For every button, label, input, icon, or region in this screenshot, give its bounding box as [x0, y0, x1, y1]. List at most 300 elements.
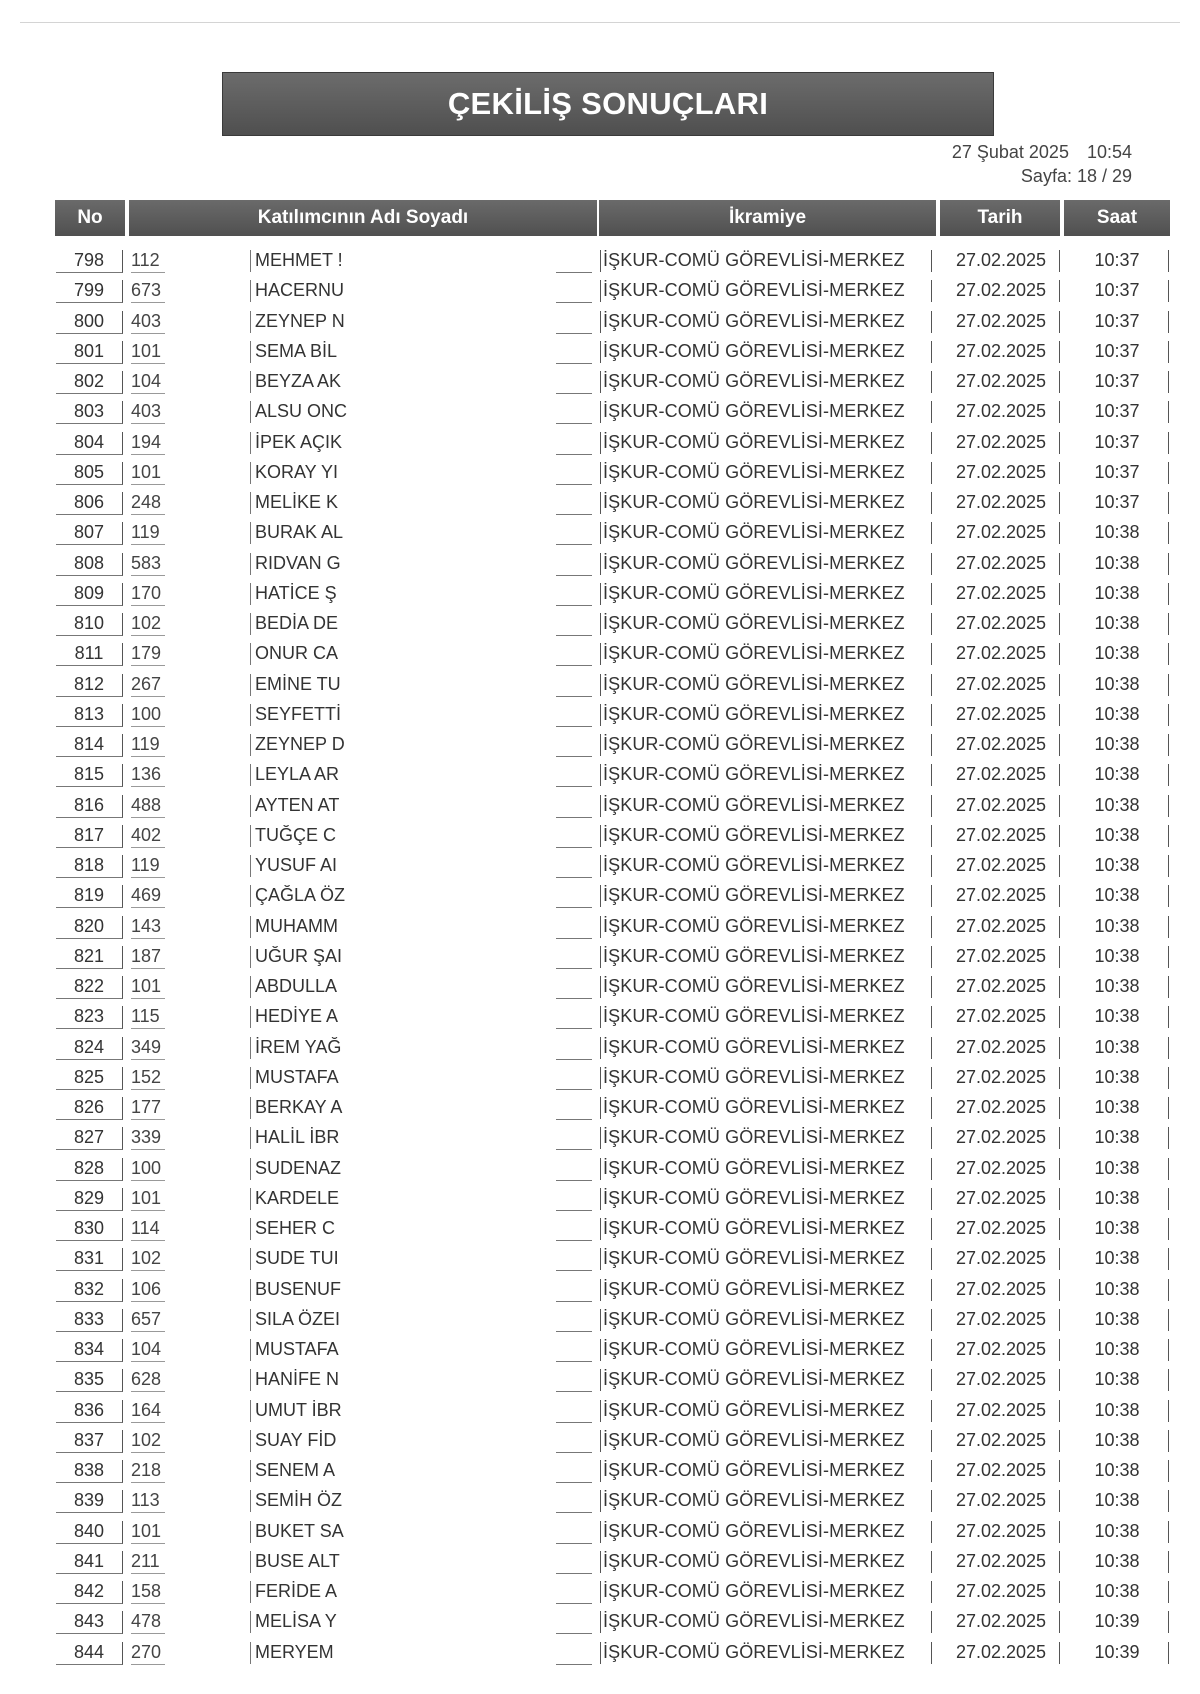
table-row [0, 849, 1200, 879]
participant-id: 349 [131, 1037, 165, 1060]
draw-date: 27.02.2025 [943, 643, 1060, 665]
prize-name: İŞKUR-COMÜ GÖREVLİSİ-MERKEZ [600, 1097, 932, 1119]
prize-name: İŞKUR-COMÜ GÖREVLİSİ-MERKEZ [600, 1642, 932, 1664]
draw-time: 10:37 [1066, 371, 1169, 393]
participant-name: SEHER C [250, 1218, 349, 1240]
prize-name: İŞKUR-COMÜ GÖREVLİSİ-MERKEZ [600, 1037, 932, 1059]
cell-divider [556, 341, 592, 364]
prize-name: İŞKUR-COMÜ GÖREVLİSİ-MERKEZ [600, 1490, 932, 1512]
cell-divider [556, 1006, 592, 1029]
draw-date: 27.02.2025 [943, 1521, 1060, 1543]
table-row [0, 607, 1200, 637]
draw-date: 27.02.2025 [943, 734, 1060, 756]
table-row [0, 637, 1200, 667]
prize-name: İŞKUR-COMÜ GÖREVLİSİ-MERKEZ [600, 371, 932, 393]
draw-date: 27.02.2025 [943, 1127, 1060, 1149]
prize-name: İŞKUR-COMÜ GÖREVLİSİ-MERKEZ [600, 1400, 932, 1422]
participant-name: ZEYNEP N [250, 311, 349, 333]
participant-id: 101 [131, 1521, 165, 1544]
cell-divider [556, 553, 592, 576]
prize-name: İŞKUR-COMÜ GÖREVLİSİ-MERKEZ [600, 1188, 932, 1210]
participant-id: 106 [131, 1279, 165, 1302]
draw-time: 10:37 [1066, 432, 1169, 454]
prize-name: İŞKUR-COMÜ GÖREVLİSİ-MERKEZ [600, 250, 932, 272]
cell-divider [556, 1430, 592, 1453]
cell-divider [556, 1611, 592, 1634]
table-row [0, 1394, 1200, 1424]
participant-id: 218 [131, 1460, 165, 1483]
table-row [0, 789, 1200, 819]
row-number: 818 [56, 855, 123, 878]
cell-divider [556, 280, 592, 303]
draw-time: 10:38 [1066, 1067, 1169, 1089]
row-number: 822 [56, 976, 123, 999]
prize-name: İŞKUR-COMÜ GÖREVLİSİ-MERKEZ [600, 1218, 932, 1240]
table-row [0, 577, 1200, 607]
row-number: 834 [56, 1339, 123, 1362]
table-row [0, 395, 1200, 425]
prize-name: İŞKUR-COMÜ GÖREVLİSİ-MERKEZ [600, 674, 932, 696]
participant-id: 100 [131, 1158, 165, 1181]
cell-divider [556, 401, 592, 424]
participant-id: 115 [131, 1006, 165, 1029]
prize-name: İŞKUR-COMÜ GÖREVLİSİ-MERKEZ [600, 432, 932, 454]
draw-date: 27.02.2025 [943, 280, 1060, 302]
draw-date: 27.02.2025 [943, 674, 1060, 696]
draw-time: 10:38 [1066, 1127, 1169, 1149]
cell-divider [556, 855, 592, 878]
draw-time: 10:38 [1066, 1369, 1169, 1391]
draw-time: 10:38 [1066, 916, 1169, 938]
draw-date: 27.02.2025 [943, 1067, 1060, 1089]
draw-time: 10:37 [1066, 280, 1169, 302]
participant-id: 194 [131, 432, 165, 455]
page-title: ÇEKİLİŞ SONUÇLARI [222, 72, 994, 136]
participant-id: 101 [131, 1188, 165, 1211]
prize-name: İŞKUR-COMÜ GÖREVLİSİ-MERKEZ [600, 643, 932, 665]
row-number: 805 [56, 462, 123, 485]
participant-name: SUDENAZ [250, 1158, 349, 1180]
participant-name: İREM YAĞ [250, 1037, 349, 1059]
row-number: 798 [56, 250, 123, 273]
table-row [0, 668, 1200, 698]
participant-id: 267 [131, 674, 165, 697]
prize-name: İŞKUR-COMÜ GÖREVLİSİ-MERKEZ [600, 885, 932, 907]
prize-name: İŞKUR-COMÜ GÖREVLİSİ-MERKEZ [600, 1369, 932, 1391]
participant-id: 158 [131, 1581, 165, 1604]
cell-divider [556, 1521, 592, 1544]
prize-name: İŞKUR-COMÜ GÖREVLİSİ-MERKEZ [600, 976, 932, 998]
participant-name: MELİSA Y [250, 1611, 349, 1633]
cell-divider [556, 583, 592, 606]
table-row [0, 335, 1200, 365]
cell-divider [556, 1158, 592, 1181]
participant-id: 102 [131, 1430, 165, 1453]
participant-name: LEYLA AR [250, 764, 349, 786]
draw-time: 10:38 [1066, 1490, 1169, 1512]
prize-name: İŞKUR-COMÜ GÖREVLİSİ-MERKEZ [600, 916, 932, 938]
row-number: 833 [56, 1309, 123, 1332]
participant-id: 102 [131, 613, 165, 636]
row-number: 828 [56, 1158, 123, 1181]
page-number: Sayfa: 18 / 29 [1020, 166, 1132, 186]
participant-id: 339 [131, 1127, 165, 1150]
row-number: 819 [56, 885, 123, 908]
participant-name: RIDVAN G [250, 553, 349, 575]
prize-name: İŞKUR-COMÜ GÖREVLİSİ-MERKEZ [600, 1611, 932, 1633]
participant-id: 657 [131, 1309, 165, 1332]
participant-id: 628 [131, 1369, 165, 1392]
prize-name: İŞKUR-COMÜ GÖREVLİSİ-MERKEZ [600, 1309, 932, 1331]
row-number: 823 [56, 1006, 123, 1029]
participant-name: HANİFE N [250, 1369, 349, 1391]
participant-name: SEYFETTİ [250, 704, 349, 726]
row-number: 821 [56, 946, 123, 969]
cell-divider [556, 522, 592, 545]
draw-date: 27.02.2025 [943, 976, 1060, 998]
table-row [0, 547, 1200, 577]
participant-id: 270 [131, 1642, 165, 1665]
table-row [0, 1242, 1200, 1272]
draw-time: 10:38 [1066, 1279, 1169, 1301]
table-row [0, 970, 1200, 1000]
row-number: 842 [56, 1581, 123, 1604]
prize-name: İŞKUR-COMÜ GÖREVLİSİ-MERKEZ [600, 401, 932, 423]
draw-time: 10:38 [1066, 1188, 1169, 1210]
draw-time: 10:38 [1066, 1037, 1169, 1059]
cell-divider [556, 1551, 592, 1574]
row-number: 820 [56, 916, 123, 939]
prize-name: İŞKUR-COMÜ GÖREVLİSİ-MERKEZ [600, 613, 932, 635]
participant-id: 104 [131, 371, 165, 394]
cell-divider [556, 1248, 592, 1271]
table-row [0, 758, 1200, 788]
table-row [0, 910, 1200, 940]
row-number: 839 [56, 1490, 123, 1513]
participant-name: MELİKE K [250, 492, 349, 514]
table-row [0, 1454, 1200, 1484]
report-meta [952, 140, 1132, 188]
participant-name: SUDE TUI [250, 1248, 349, 1270]
prize-name: İŞKUR-COMÜ GÖREVLİSİ-MERKEZ [600, 825, 932, 847]
draw-time: 10:37 [1066, 401, 1169, 423]
cell-divider [556, 1309, 592, 1332]
report-date: 27 Şubat 2025 [951, 142, 1069, 162]
draw-time: 10:38 [1066, 1521, 1169, 1543]
table-row [0, 698, 1200, 728]
draw-date: 27.02.2025 [943, 946, 1060, 968]
participant-id: 119 [131, 734, 165, 757]
cell-divider [556, 946, 592, 969]
row-number: 843 [56, 1611, 123, 1634]
table-row [0, 1061, 1200, 1091]
table-row [0, 1273, 1200, 1303]
row-number: 812 [56, 674, 123, 697]
draw-time: 10:39 [1066, 1642, 1169, 1664]
draw-time: 10:38 [1066, 1309, 1169, 1331]
draw-time: 10:38 [1066, 825, 1169, 847]
draw-date: 27.02.2025 [943, 553, 1060, 575]
draw-date: 27.02.2025 [943, 1097, 1060, 1119]
draw-time: 10:39 [1066, 1611, 1169, 1633]
cell-divider [556, 1037, 592, 1060]
participant-name: BERKAY A [250, 1097, 349, 1119]
participant-name: UMUT İBR [250, 1400, 349, 1422]
cell-divider [556, 1369, 592, 1392]
draw-time: 10:38 [1066, 704, 1169, 726]
row-number: 804 [56, 432, 123, 455]
prize-name: İŞKUR-COMÜ GÖREVLİSİ-MERKEZ [600, 1581, 932, 1603]
draw-date: 27.02.2025 [943, 764, 1060, 786]
participant-id: 101 [131, 976, 165, 999]
cell-divider [556, 704, 592, 727]
row-number: 825 [56, 1067, 123, 1090]
participant-name: SENEM A [250, 1460, 349, 1482]
participant-id: 112 [131, 250, 165, 273]
draw-date: 27.02.2025 [943, 1279, 1060, 1301]
participant-name: HACERNU [250, 280, 349, 302]
row-number: 814 [56, 734, 123, 757]
row-number: 813 [56, 704, 123, 727]
draw-time: 10:38 [1066, 613, 1169, 635]
participant-name: BEYZA AK [250, 371, 349, 393]
row-number: 838 [56, 1460, 123, 1483]
table-row [0, 879, 1200, 909]
participant-id: 488 [131, 795, 165, 818]
prize-name: İŞKUR-COMÜ GÖREVLİSİ-MERKEZ [600, 1521, 932, 1543]
table-row [0, 516, 1200, 546]
table-row [0, 1605, 1200, 1635]
table-row [0, 1424, 1200, 1454]
row-number: 841 [56, 1551, 123, 1574]
draw-date: 27.02.2025 [943, 855, 1060, 877]
prize-name: İŞKUR-COMÜ GÖREVLİSİ-MERKEZ [600, 1067, 932, 1089]
participant-id: 403 [131, 311, 165, 334]
table-row [0, 1000, 1200, 1030]
draw-date: 27.02.2025 [943, 1611, 1060, 1633]
draw-date: 27.02.2025 [943, 371, 1060, 393]
participant-name: BEDİA DE [250, 613, 349, 635]
row-number: 807 [56, 522, 123, 545]
draw-date: 27.02.2025 [943, 583, 1060, 605]
draw-date: 27.02.2025 [943, 462, 1060, 484]
row-number: 832 [56, 1279, 123, 1302]
participant-name: BURAK AL [250, 522, 349, 544]
draw-date: 27.02.2025 [943, 1430, 1060, 1452]
participant-name: MUSTAFA [250, 1339, 349, 1361]
participant-id: 102 [131, 1248, 165, 1271]
participant-id: 478 [131, 1611, 165, 1634]
draw-time: 10:38 [1066, 795, 1169, 817]
participant-name: KARDELE [250, 1188, 349, 1210]
prize-name: İŞKUR-COMÜ GÖREVLİSİ-MERKEZ [600, 1158, 932, 1180]
table-row [0, 819, 1200, 849]
results-table [0, 244, 1200, 1666]
row-number: 829 [56, 1188, 123, 1211]
column-header-date: Tarih [940, 200, 1060, 236]
participant-name: EMİNE TU [250, 674, 349, 696]
participant-name: HATİCE Ş [250, 583, 349, 605]
row-number: 810 [56, 613, 123, 636]
table-row [0, 1031, 1200, 1061]
row-number: 836 [56, 1400, 123, 1423]
draw-date: 27.02.2025 [943, 1460, 1060, 1482]
participant-id: 100 [131, 704, 165, 727]
draw-date: 27.02.2025 [943, 401, 1060, 423]
participant-name: TUĞÇE C [250, 825, 349, 847]
participant-name: ÇAĞLA ÖZ [250, 885, 349, 907]
cell-divider [556, 825, 592, 848]
row-number: 827 [56, 1127, 123, 1150]
prize-name: İŞKUR-COMÜ GÖREVLİSİ-MERKEZ [600, 795, 932, 817]
participant-id: 119 [131, 522, 165, 545]
draw-time: 10:38 [1066, 1006, 1169, 1028]
prize-name: İŞKUR-COMÜ GÖREVLİSİ-MERKEZ [600, 946, 932, 968]
row-number: 824 [56, 1037, 123, 1060]
cell-divider [556, 1279, 592, 1302]
table-row [0, 1636, 1200, 1666]
prize-name: İŞKUR-COMÜ GÖREVLİSİ-MERKEZ [600, 1279, 932, 1301]
prize-name: İŞKUR-COMÜ GÖREVLİSİ-MERKEZ [600, 492, 932, 514]
draw-date: 27.02.2025 [943, 311, 1060, 333]
cell-divider [556, 643, 592, 666]
prize-name: İŞKUR-COMÜ GÖREVLİSİ-MERKEZ [600, 522, 932, 544]
participant-id: 164 [131, 1400, 165, 1423]
participant-id: 114 [131, 1218, 165, 1241]
prize-name: İŞKUR-COMÜ GÖREVLİSİ-MERKEZ [600, 1127, 932, 1149]
prize-name: İŞKUR-COMÜ GÖREVLİSİ-MERKEZ [600, 311, 932, 333]
draw-time: 10:38 [1066, 1581, 1169, 1603]
cell-divider [556, 1067, 592, 1090]
draw-date: 27.02.2025 [943, 1218, 1060, 1240]
participant-id: 403 [131, 401, 165, 424]
table-row [0, 1091, 1200, 1121]
participant-name: ABDULLA [250, 976, 349, 998]
cell-divider [556, 1339, 592, 1362]
row-number: 817 [56, 825, 123, 848]
participant-name: UĞUR ŞAI [250, 946, 349, 968]
table-row [0, 1121, 1200, 1151]
cell-divider [556, 1127, 592, 1150]
row-number: 811 [56, 643, 123, 666]
prize-name: İŞKUR-COMÜ GÖREVLİSİ-MERKEZ [600, 1430, 932, 1452]
row-number: 801 [56, 341, 123, 364]
participant-name: BUKET SA [250, 1521, 349, 1543]
prize-name: İŞKUR-COMÜ GÖREVLİSİ-MERKEZ [600, 1460, 932, 1482]
prize-name: İŞKUR-COMÜ GÖREVLİSİ-MERKEZ [600, 704, 932, 726]
draw-date: 27.02.2025 [943, 1490, 1060, 1512]
row-number: 837 [56, 1430, 123, 1453]
draw-time: 10:38 [1066, 1551, 1169, 1573]
cell-divider [556, 613, 592, 636]
participant-id: 170 [131, 583, 165, 606]
cell-divider [556, 1188, 592, 1211]
draw-date: 27.02.2025 [943, 825, 1060, 847]
row-number: 806 [56, 492, 123, 515]
participant-name: MUHAMM [250, 916, 349, 938]
prize-name: İŞKUR-COMÜ GÖREVLİSİ-MERKEZ [600, 1339, 932, 1361]
participant-id: 101 [131, 462, 165, 485]
participant-name: AYTEN AT [250, 795, 349, 817]
cell-divider [556, 1581, 592, 1604]
draw-date: 27.02.2025 [943, 432, 1060, 454]
participant-name: SILA ÖZEI [250, 1309, 349, 1331]
table-row [0, 728, 1200, 758]
table-row [0, 1484, 1200, 1514]
draw-date: 27.02.2025 [943, 522, 1060, 544]
prize-name: İŞKUR-COMÜ GÖREVLİSİ-MERKEZ [600, 764, 932, 786]
draw-date: 27.02.2025 [943, 1642, 1060, 1664]
draw-time: 10:38 [1066, 734, 1169, 756]
cell-divider [556, 1642, 592, 1665]
draw-date: 27.02.2025 [943, 1309, 1060, 1331]
row-number: 809 [56, 583, 123, 606]
cell-divider [556, 1097, 592, 1120]
draw-time: 10:38 [1066, 764, 1169, 786]
participant-name: ALSU ONC [250, 401, 349, 423]
participant-id: 101 [131, 341, 165, 364]
draw-date: 27.02.2025 [943, 613, 1060, 635]
draw-time: 10:38 [1066, 855, 1169, 877]
cell-divider [556, 1460, 592, 1483]
row-number: 816 [56, 795, 123, 818]
prize-name: İŞKUR-COMÜ GÖREVLİSİ-MERKEZ [600, 855, 932, 877]
column-header-time: Saat [1064, 200, 1170, 236]
participant-name: SEMİH ÖZ [250, 1490, 349, 1512]
table-row [0, 1303, 1200, 1333]
participant-id: 136 [131, 764, 165, 787]
prize-name: İŞKUR-COMÜ GÖREVLİSİ-MERKEZ [600, 1006, 932, 1028]
prize-name: İŞKUR-COMÜ GÖREVLİSİ-MERKEZ [600, 341, 932, 363]
participant-id: 211 [131, 1551, 165, 1574]
participant-name: YUSUF AI [250, 855, 349, 877]
cell-divider [556, 916, 592, 939]
draw-time: 10:38 [1066, 885, 1169, 907]
draw-time: 10:38 [1066, 643, 1169, 665]
row-number: 830 [56, 1218, 123, 1241]
participant-id: 179 [131, 643, 165, 666]
participant-id: 583 [131, 553, 165, 576]
draw-date: 27.02.2025 [943, 885, 1060, 907]
participant-name: BUSE ALT [250, 1551, 349, 1573]
prize-name: İŞKUR-COMÜ GÖREVLİSİ-MERKEZ [600, 1551, 932, 1573]
draw-date: 27.02.2025 [943, 1006, 1060, 1028]
draw-date: 27.02.2025 [943, 704, 1060, 726]
draw-time: 10:38 [1066, 976, 1169, 998]
participant-name: MEHMET ! [250, 250, 349, 272]
cell-divider [556, 764, 592, 787]
table-row [0, 305, 1200, 335]
participant-id: 469 [131, 885, 165, 908]
participant-name: ZEYNEP D [250, 734, 349, 756]
draw-time: 10:37 [1066, 250, 1169, 272]
draw-time: 10:38 [1066, 1430, 1169, 1452]
draw-time: 10:37 [1066, 492, 1169, 514]
participant-name: MUSTAFA [250, 1067, 349, 1089]
participant-id: 673 [131, 280, 165, 303]
draw-time: 10:37 [1066, 311, 1169, 333]
draw-date: 27.02.2025 [943, 250, 1060, 272]
participant-name: BUSENUF [250, 1279, 349, 1301]
row-number: 808 [56, 553, 123, 576]
draw-date: 27.02.2025 [943, 1188, 1060, 1210]
prize-name: İŞKUR-COMÜ GÖREVLİSİ-MERKEZ [600, 462, 932, 484]
cell-divider [556, 734, 592, 757]
participant-name: İPEK AÇIK [250, 432, 349, 454]
draw-time: 10:38 [1066, 1248, 1169, 1270]
cell-divider [556, 311, 592, 334]
participant-id: 104 [131, 1339, 165, 1362]
